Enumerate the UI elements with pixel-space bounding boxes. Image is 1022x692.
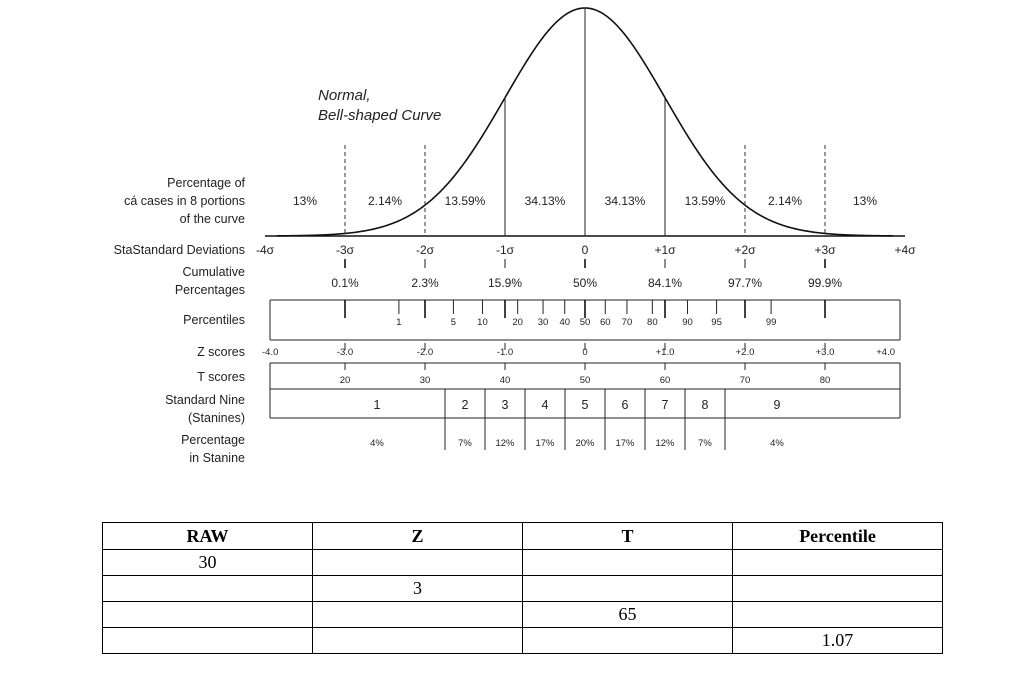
label-stanine-pct-2: in Stanine [189, 451, 245, 465]
cell-z[interactable] [313, 602, 523, 628]
stanine-percentage: 17% [615, 438, 635, 449]
label-standard-deviations: StaStandard Deviations [113, 243, 245, 257]
standard-deviation-label: +2σ [734, 243, 756, 257]
table-row [103, 576, 943, 602]
stanine-percentage: 12% [655, 438, 675, 449]
cumulative-percentage: 0.1% [331, 276, 359, 290]
label-percentage-cases-2: cá cases in 8 portions [124, 194, 245, 208]
header-percentile: Percentile [733, 523, 943, 550]
label-percentage-cases-3: of the curve [179, 212, 245, 226]
portion-percentage: 2.14% [367, 194, 403, 208]
stanine-number: 6 [621, 398, 629, 412]
cell-raw[interactable]: 30 [103, 550, 313, 576]
stanine-percentage: 20% [575, 438, 595, 449]
standard-deviation-label: 0 [581, 243, 589, 257]
portion-percentage: 13.59% [444, 194, 486, 208]
stanine-percentage: 4% [370, 438, 384, 449]
label-z-scores: Z scores [197, 345, 245, 359]
percentile-value: 20 [512, 317, 523, 328]
percentile-value: 30 [537, 317, 549, 328]
cell-t[interactable]: 65 [523, 602, 733, 628]
percentile-value: 1 [396, 317, 402, 328]
z-score-value: -2.0 [416, 347, 434, 358]
standard-deviation-label: -3σ [335, 243, 355, 257]
z-score-value: +3.0 [815, 347, 835, 358]
standard-deviation-label: -1σ [495, 243, 515, 257]
percentile-value: 50 [579, 317, 591, 328]
header-raw: RAW [103, 523, 313, 550]
portion-percentage: 13.59% [684, 194, 726, 208]
header-z: Z [313, 523, 523, 550]
z-score-value: +1.0 [655, 347, 675, 358]
cell-t[interactable] [523, 576, 733, 602]
stanine-number: 1 [373, 398, 381, 412]
t-score-value: 50 [579, 375, 591, 386]
z-score-value: -1.0 [496, 347, 514, 358]
cumulative-percentage: 84.1% [647, 276, 683, 290]
row-labels [114, 176, 246, 465]
z-score-value: +4.0 [876, 347, 895, 358]
stanine-percentage: 7% [458, 438, 472, 449]
label-stanine-pct-1: Percentage [181, 433, 245, 447]
cell-percentile[interactable] [733, 576, 943, 602]
cell-z[interactable] [313, 628, 523, 654]
cell-percentile[interactable] [733, 602, 943, 628]
score-conversion-table [102, 522, 943, 654]
stanine-number: 8 [701, 398, 709, 412]
label-percentiles: Percentiles [183, 313, 245, 327]
stanine-percentage: 4% [770, 438, 784, 449]
cumulative-percentage: 2.3% [411, 276, 439, 290]
curve-title-line1: Normal, [318, 87, 371, 104]
t-score-value: 40 [499, 375, 511, 386]
label-t-scores: T scores [197, 370, 245, 384]
label-stanines-1: Standard Nine [165, 393, 245, 407]
portion-percentage: 13% [852, 194, 878, 208]
stanine-percentage: 7% [698, 438, 712, 449]
stanine-percentage: 12% [495, 438, 515, 449]
percentile-value: 95 [711, 317, 722, 328]
percentile-value: 99 [765, 317, 777, 328]
label-stanines-2: (Stanines) [188, 411, 245, 425]
table-row [103, 550, 943, 576]
percentile-value: 10 [477, 317, 488, 328]
cell-t[interactable] [523, 628, 733, 654]
cell-z[interactable] [313, 550, 523, 576]
cell-raw[interactable] [103, 576, 313, 602]
portion-percentage: 2.14% [767, 194, 803, 208]
label-cumulative-2: Percentages [174, 283, 245, 297]
standard-deviation-label: +4σ [894, 243, 916, 257]
z-score-value: -4.0 [262, 347, 279, 358]
cell-raw[interactable] [103, 602, 313, 628]
t-score-value: 70 [739, 375, 751, 386]
stanine-number: 5 [581, 398, 589, 412]
percentile-value: 5 [450, 317, 457, 328]
percentile-value: 40 [559, 317, 571, 328]
t-score-value: 30 [419, 375, 431, 386]
z-score-value: -3.0 [336, 347, 354, 358]
cell-z[interactable]: 3 [313, 576, 523, 602]
t-score-value: 20 [339, 375, 351, 386]
table-row [103, 602, 943, 628]
cumulative-percentage: 97.7% [727, 276, 763, 290]
t-score-value: 80 [819, 375, 831, 386]
z-score-value: 0 [582, 347, 588, 358]
label-percentage-cases-1: Percentage of [167, 176, 245, 190]
portion-percentage: 13% [292, 194, 318, 208]
header-t: T [523, 523, 733, 550]
z-score-value: +2.0 [735, 347, 755, 358]
standard-deviation-label: +3σ [814, 243, 836, 257]
curve-title-line2: Bell-shaped Curve [318, 107, 442, 124]
label-cumulative-1: Cumulative [182, 265, 245, 279]
stanine-number: 3 [501, 398, 509, 412]
cell-percentile[interactable] [733, 550, 943, 576]
cell-t[interactable] [523, 550, 733, 576]
stanine-number: 4 [541, 398, 549, 412]
stanine-percentage: 17% [535, 438, 555, 449]
t-score-value: 60 [659, 375, 671, 386]
standard-deviation-label: -4σ [255, 243, 275, 257]
cumulative-percentage: 50% [572, 276, 598, 290]
portion-percentage: 34.13% [604, 194, 646, 208]
cell-percentile[interactable]: 1.07 [733, 628, 943, 654]
percentile-value: 80 [647, 317, 658, 328]
standard-deviation-label: +1σ [654, 243, 676, 257]
percentile-value: 70 [621, 317, 633, 328]
cell-raw[interactable] [103, 628, 313, 654]
cumulative-percentage: 15.9% [487, 276, 523, 290]
cumulative-percentage: 99.9% [807, 276, 843, 290]
table-header-row [103, 523, 943, 550]
stanine-number: 2 [461, 398, 469, 412]
standard-deviation-label: -2σ [415, 243, 435, 257]
percentile-value: 90 [682, 317, 693, 328]
table-row [103, 628, 943, 654]
portion-percentage: 34.13% [524, 194, 566, 208]
percentile-value: 60 [599, 317, 611, 328]
stanine-number: 9 [773, 398, 781, 412]
stanine-number: 7 [661, 398, 669, 412]
